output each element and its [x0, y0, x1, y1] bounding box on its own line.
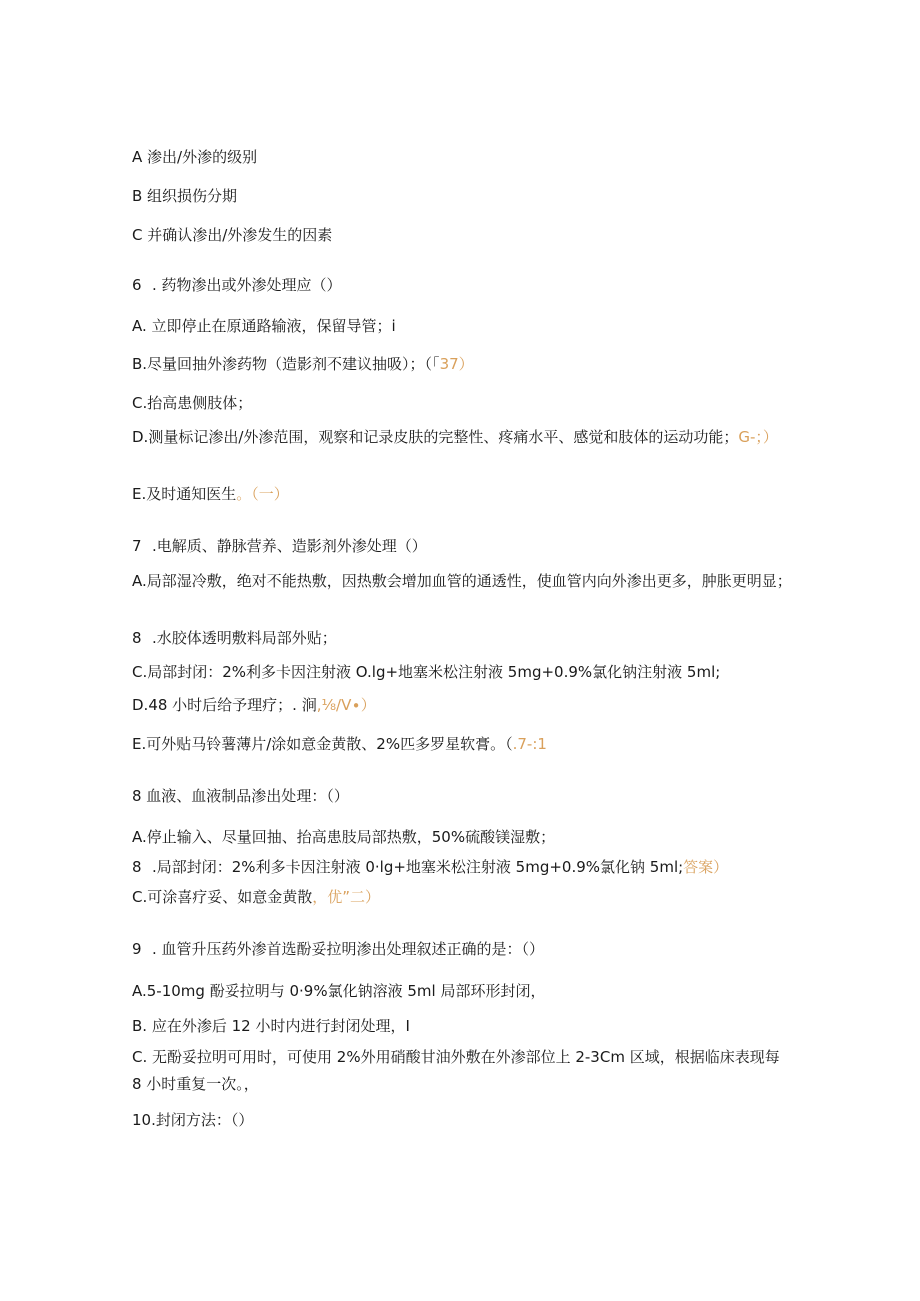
option-line: D.测量标记渗出/外渗范围，观察和记录皮肤的完整性、疼痛水平、感觉和肢体的运动功能；G-；） — [132, 428, 778, 446]
question-line: 8 血液、血液制品渗出处理：（） — [132, 787, 349, 805]
option-line: 8 .局部封闭：2%利多卡因注射液 0·lg+地塞米松注射液 5mg+0.9%氯化钠 5ml;答案） — [132, 858, 729, 876]
option-line: A.5-10mg 酚妥拉明与 0·9%氯化钠溶液 5ml 局部环形封闭， — [132, 982, 546, 1000]
option-line: D.48 小时后给予理疗；. 涧,⅛∕V∙） — [132, 696, 376, 714]
option-line: A.停止输入、尽量回抽、抬高患肢局部热敷，50%硫酸镁湿敷； — [132, 828, 556, 846]
answer-mark: G-；） — [738, 428, 778, 446]
option-line: C.可涂喜疗妥、如意金黄散，优”二） — [132, 888, 381, 906]
option-line: E.及时通知医生。（一） — [132, 485, 289, 503]
answer-mark: 答案） — [683, 858, 729, 876]
option-line: C.局部封闭：2%利多卡因注射液 O.lg+地塞米松注射液 5mg+0.9%氯化钠注射液 5ml; — [132, 663, 721, 681]
answer-mark: 。（一） — [236, 485, 289, 503]
answer-mark: .7-:1 — [512, 735, 547, 753]
option-line: E.可外贴马铃薯薄片/涂如意金黄散、2%匹多罗星软膏。（.7-:1 — [132, 735, 547, 753]
question-line: 9 . 血管升压药外渗首选酚妥拉明渗出处理叙述正确的是：（） — [132, 940, 545, 958]
answer-mark: 37） — [439, 355, 474, 373]
option-line: B. 应在外渗后 12 小时内进行封闭处理，I — [132, 1017, 410, 1035]
option-line: C.抬高患侧肢体； — [132, 394, 253, 412]
question-line: 6 . 药物渗出或外渗处理应（） — [132, 276, 342, 294]
option-line: B.尽量回抽外渗药物（造影剂不建议抽吸）；（「37） — [132, 355, 474, 373]
option-line: 8 .水胶体透明敷料局部外贴； — [132, 629, 337, 647]
question-line: 10.封闭方法：（） — [132, 1111, 254, 1129]
option-line: C. 无酚妥拉明可用时，可使用 2%外用硝酸甘油外敷在外渗部位上 2-3Cm 区域，根据临床表现每 8 小时重复一次。， — [132, 1048, 780, 1093]
answer-mark: ,⅛∕V∙） — [316, 696, 376, 714]
option-line: A. 立即停止在原通路输液，保留导管；i — [132, 317, 396, 335]
option-line: C 并确认渗出/外渗发生的因素 — [132, 226, 333, 244]
option-line: B 组织损伤分期 — [132, 187, 238, 205]
question-line: 7 .电解质、静脉营养、造影剂外渗处理（） — [132, 537, 427, 555]
option-line: A.局部湿冷敷，绝对不能热敷，因热敷会增加血管的通透性，使血管内向外渗出更多，肿胀更明显； — [132, 572, 792, 590]
option-line: A 渗出/外渗的级别 — [132, 148, 258, 166]
answer-mark: ，优”二） — [312, 888, 381, 906]
